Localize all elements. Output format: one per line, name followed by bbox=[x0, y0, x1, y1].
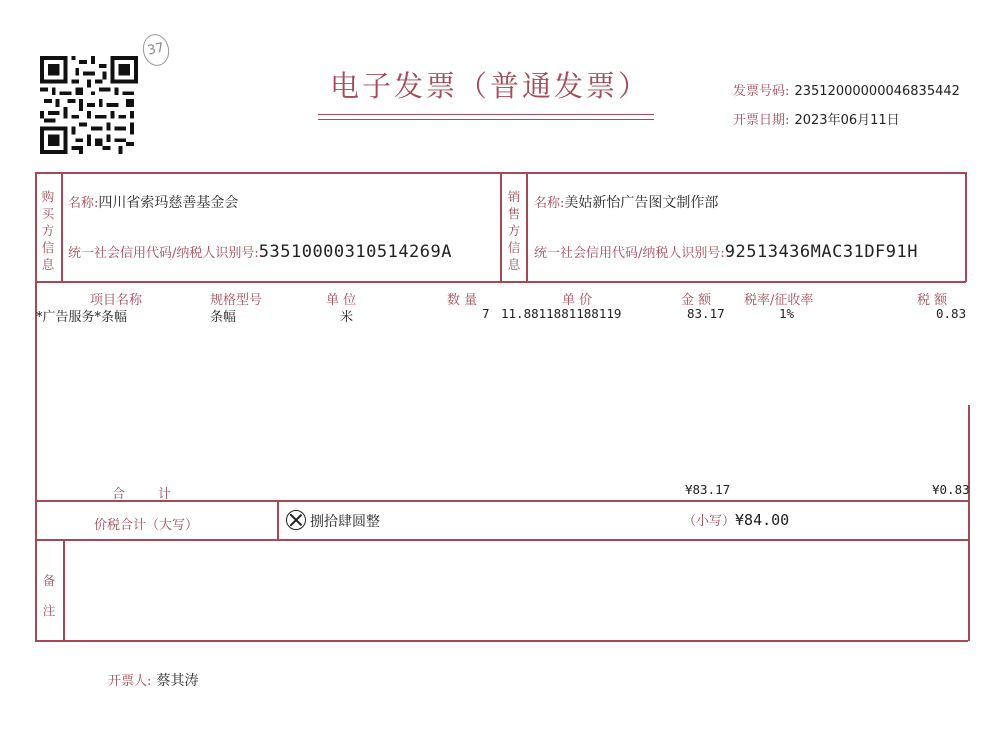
total-with-tax-label: 价税合计（大写） bbox=[94, 518, 199, 533]
header-quantity: 数 量 bbox=[447, 293, 478, 308]
total-in-words: 捌拾肆圆整 bbox=[310, 514, 380, 530]
remarks-label: 备注 bbox=[42, 573, 56, 618]
total-tax: ¥0.83 bbox=[932, 482, 970, 497]
total-small-label: （小写） bbox=[683, 514, 736, 529]
total-small-row bbox=[683, 510, 789, 529]
row-tax: 0.83 bbox=[936, 306, 967, 321]
buyer-name-label: 名称: bbox=[68, 196, 99, 211]
row-amount: 83.17 bbox=[687, 306, 725, 321]
header-amount: 金 额 bbox=[681, 293, 712, 308]
total-amount: ¥83.17 bbox=[685, 482, 731, 497]
buyer-tax-id-row bbox=[68, 242, 452, 262]
qr-code bbox=[40, 56, 138, 154]
total-small-value: ¥84.00 bbox=[735, 511, 790, 529]
row-spec: 条幅 bbox=[210, 310, 237, 325]
row-quantity: 7 bbox=[482, 306, 490, 321]
issue-date-row bbox=[733, 109, 900, 128]
row-item-name: *广告服务*条幅 bbox=[36, 310, 128, 325]
buyer-name-row bbox=[68, 192, 238, 212]
header-unit: 单 位 bbox=[326, 293, 357, 308]
seller-tax-id: 92513436MAC31DF91H bbox=[724, 242, 918, 262]
total-label: 合 计 bbox=[112, 487, 172, 502]
buyer-tax-id-label: 统一社会信用代码/纳税人识别号: bbox=[68, 246, 259, 261]
row-unit: 米 bbox=[340, 310, 354, 325]
title-underline bbox=[318, 114, 654, 115]
total-in-words-row bbox=[286, 510, 380, 531]
buyer-tax-id: 53510000310514269A bbox=[258, 242, 452, 262]
invoice-title: 电子发票（普通发票） bbox=[330, 69, 651, 103]
header-item-name: 项目名称 bbox=[90, 293, 143, 308]
header-tax-rate: 税率/征收率 bbox=[744, 293, 814, 308]
row-unit-price: 11.8811881188119 bbox=[501, 306, 622, 321]
issue-date-label: 开票日期: bbox=[733, 113, 790, 128]
issuer-name: 蔡其涛 bbox=[156, 673, 199, 689]
invoice-number-row bbox=[733, 80, 960, 99]
buyer-name: 四川省索玛慈善基金会 bbox=[98, 195, 239, 211]
handwritten-mark: 37 bbox=[140, 32, 172, 69]
cross-circle-icon bbox=[286, 510, 306, 530]
buyer-side-label: 购买方信息 bbox=[41, 189, 55, 272]
seller-tax-id-row bbox=[534, 242, 918, 262]
invoice-number-label: 发票号码: bbox=[733, 84, 790, 99]
header-unit-price: 单 价 bbox=[562, 293, 593, 308]
seller-tax-id-label: 统一社会信用代码/纳税人识别号: bbox=[534, 246, 725, 261]
issuer-label: 开票人: bbox=[108, 674, 152, 689]
invoice-number: 23512000000046835442 bbox=[794, 84, 960, 99]
seller-name-label: 名称: bbox=[534, 196, 565, 211]
issue-date: 2023年06月11日 bbox=[794, 113, 900, 128]
issuer-row bbox=[108, 670, 198, 690]
header-tax: 税 额 bbox=[917, 293, 948, 308]
header-spec: 规格型号 bbox=[210, 293, 263, 308]
seller-side-label: 销售方信息 bbox=[507, 189, 521, 272]
seller-name-row bbox=[534, 192, 718, 212]
title-underline-2 bbox=[318, 119, 654, 120]
row-tax-rate: 1% bbox=[779, 306, 795, 321]
seller-name: 美姑新怡广告图文制作部 bbox=[564, 195, 719, 211]
